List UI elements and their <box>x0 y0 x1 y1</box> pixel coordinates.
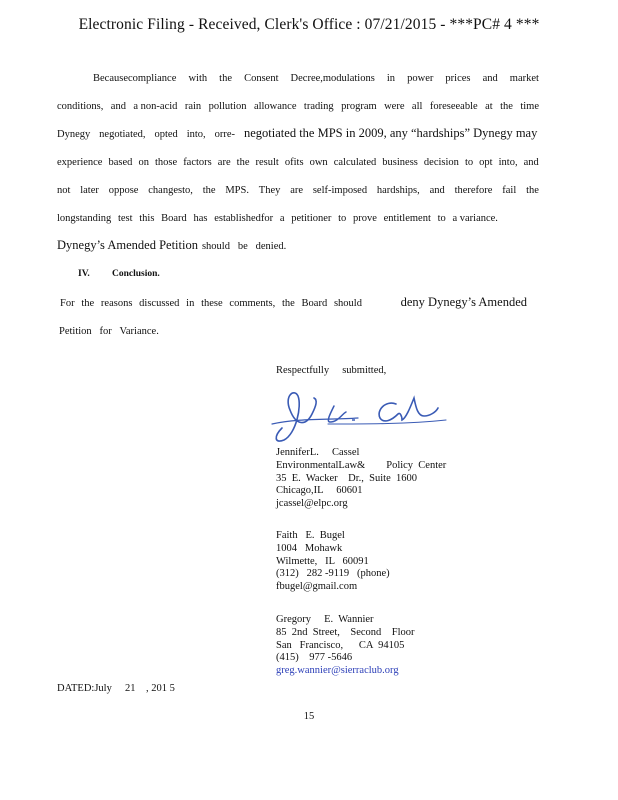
word: prove <box>353 213 377 224</box>
word: changesto, <box>148 185 193 196</box>
word: negotiated, <box>99 129 146 140</box>
word: into, <box>498 157 518 168</box>
word: and <box>429 185 445 196</box>
word: and <box>110 101 126 112</box>
word: the <box>81 298 95 309</box>
word: result <box>255 157 279 168</box>
word: orre- <box>214 129 235 140</box>
signer-line: jcassel@elpc.org <box>276 498 348 510</box>
word: discussed <box>139 298 180 309</box>
word: to <box>437 213 446 224</box>
word: the <box>236 157 250 168</box>
word: Becausecompliance <box>93 73 177 84</box>
word: this <box>139 213 155 224</box>
word: longstanding <box>57 213 112 224</box>
word: comments, <box>229 298 276 309</box>
word: Dynegy <box>57 129 91 140</box>
signer-line: Faith E. Bugel <box>276 530 345 541</box>
word: Board <box>161 213 187 224</box>
paragraph-line <box>57 157 539 168</box>
word: all <box>411 101 423 112</box>
word: petitioner <box>291 213 332 224</box>
emphasized-text: negotiated the MPS in 2009, any “hardships” Dynegy may <box>244 126 538 140</box>
word: calculated <box>333 157 377 168</box>
word: the <box>500 101 513 112</box>
word: in <box>386 73 396 84</box>
word: MPS. <box>225 185 249 196</box>
word: ofits <box>284 157 304 168</box>
dated-line: DATED:July 21 , 201 5 <box>57 683 175 694</box>
conclusion-line <box>60 295 527 310</box>
paragraph-line <box>93 73 539 84</box>
paragraph-line <box>57 213 498 224</box>
emphasized-text: deny Dynegy’s Amended <box>400 295 527 309</box>
word: experience <box>57 157 103 168</box>
signer-line: Gregory E. Wannier <box>276 614 374 625</box>
word: to <box>464 157 474 168</box>
word: own <box>309 157 328 168</box>
word: with <box>188 73 208 84</box>
word: the <box>202 185 216 196</box>
word: at <box>485 101 493 112</box>
word: test <box>117 213 133 224</box>
word: self-imposed <box>312 185 368 196</box>
word: are <box>217 157 231 168</box>
electronic-filing-header: Electronic Filing - Received, Clerk's Office : 07/21/2015 - ***PC# 4 *** <box>78 16 540 33</box>
signer-line: 85 2nd Street, Second Floor <box>276 626 415 638</box>
signer-line: 1004 Mohawk <box>276 542 343 554</box>
word: therefore <box>454 185 493 196</box>
word: the <box>526 185 539 196</box>
word: factors <box>183 157 212 168</box>
conclusion-line: Petition for Variance. <box>59 326 159 337</box>
word: decision <box>423 157 459 168</box>
paragraph-line <box>57 101 539 112</box>
paragraph-line <box>57 238 286 253</box>
word: based <box>108 157 133 168</box>
word: rain <box>184 101 202 112</box>
paragraph-line <box>57 185 539 196</box>
word: should <box>333 298 362 309</box>
word: program <box>341 101 377 112</box>
word: a non-acid <box>133 101 178 112</box>
signer-line: 35 E. Wacker Dr., Suite 1600 <box>276 472 417 484</box>
signoff-text: Respectfully submitted, <box>276 365 387 376</box>
word: conditions, <box>57 101 104 112</box>
word: foreseeable <box>429 101 478 112</box>
paragraph-line <box>57 126 539 141</box>
word: the <box>281 298 295 309</box>
email-link[interactable]: greg.wannier@sierraclub.org <box>276 665 399 677</box>
word: are <box>290 185 304 196</box>
signer-line: Wilmette, IL 60091 <box>276 555 369 567</box>
word: business <box>382 157 418 168</box>
word: has <box>193 213 208 224</box>
page-number: 15 <box>303 711 315 722</box>
signer-line: fbugel@gmail.com <box>276 581 358 593</box>
signer-line: (415) 977 -5646 <box>276 652 353 664</box>
word: later <box>80 185 99 196</box>
word: power <box>407 73 434 84</box>
word: a <box>279 213 285 224</box>
word: oppose <box>108 185 139 196</box>
word: to <box>338 213 347 224</box>
word: allowance <box>253 101 297 112</box>
word: and <box>523 157 539 168</box>
handwritten-signature <box>268 384 448 446</box>
signer-line: JenniferL. Cassel <box>276 447 360 458</box>
word: establishedfor <box>214 213 274 224</box>
word: Board <box>301 298 328 309</box>
paragraph-text: should be denied. <box>201 241 287 252</box>
word: Consent <box>244 73 279 84</box>
section-number: IV. <box>78 269 90 279</box>
word: entitlement <box>383 213 431 224</box>
word: into, <box>186 129 206 140</box>
word: trading <box>303 101 334 112</box>
signer-line: Chicago,IL 60601 <box>276 485 363 497</box>
emphasized-text: Dynegy’s Amended Petition <box>57 238 198 252</box>
word: on <box>138 157 149 168</box>
word: For <box>60 298 75 309</box>
word: opt <box>479 157 493 168</box>
word: were <box>384 101 405 112</box>
word: a variance. <box>452 213 498 224</box>
word: market <box>509 73 539 84</box>
signer-line: (312) 282 -9119 (phone) <box>276 568 390 580</box>
word: opted <box>154 129 178 140</box>
word: time <box>520 101 539 112</box>
word: They <box>258 185 281 196</box>
signer-line: EnvironmentalLaw& Policy Center <box>276 459 447 471</box>
word: prices <box>445 73 471 84</box>
signer-line: San Francisco, CA 94105 <box>276 639 405 651</box>
word: Decree,modulations <box>290 73 375 84</box>
word: and <box>482 73 498 84</box>
word: those <box>154 157 178 168</box>
word: fail <box>502 185 517 196</box>
word: the <box>219 73 232 84</box>
word: reasons <box>100 298 133 309</box>
word: in <box>186 298 195 309</box>
word: not <box>57 185 71 196</box>
section-title: Conclusion. <box>112 269 160 279</box>
word: hardships, <box>376 185 420 196</box>
word: these <box>201 298 223 309</box>
word: pollution <box>208 101 247 112</box>
